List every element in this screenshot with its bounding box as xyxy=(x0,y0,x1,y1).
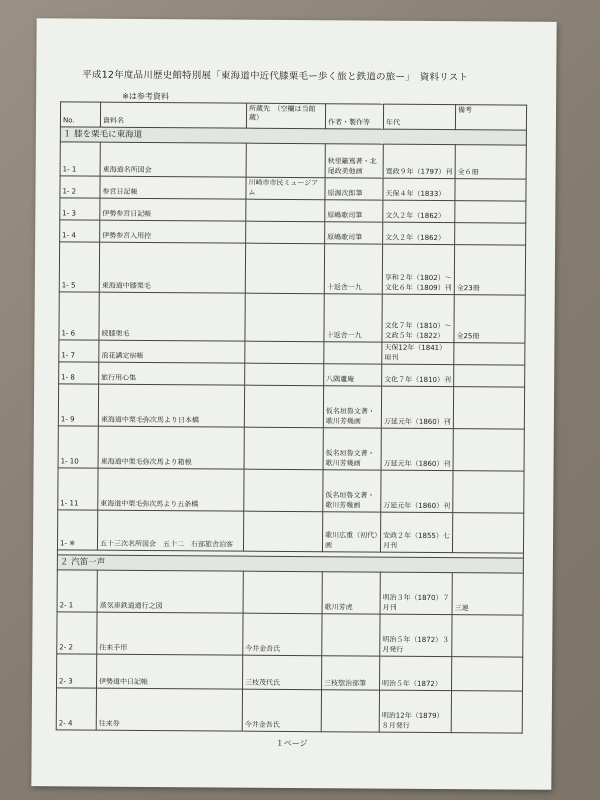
document-title: 平成12年度品川歴史館特別展「東海道中近代膝栗毛ー歩く旅と鉄道の旅ー」 資料リスト xyxy=(82,69,469,84)
table-header-row xyxy=(60,102,526,130)
cell-date: 享和２年（1802）〜文化６年（1809）刊 xyxy=(382,244,454,295)
cell-name: 東海道中栗毛弥次馬より五条橋 xyxy=(98,468,244,511)
header-owner: 所蔵先 （空欄は当館蔵） xyxy=(246,103,325,129)
cell-remarks xyxy=(454,343,525,365)
cell-date: 天保４年（1833） xyxy=(383,178,455,201)
cell-date: 文久２年（1862） xyxy=(383,200,455,223)
header-author: 作者・製作等 xyxy=(325,104,383,129)
cell-remarks xyxy=(455,179,526,201)
cell-remarks: 三連 xyxy=(452,573,523,615)
cell-name: 東海道中栗毛弥次馬より箱根 xyxy=(98,426,244,469)
cell-remarks xyxy=(451,691,522,733)
cell-remarks xyxy=(452,615,523,657)
cell-owner xyxy=(244,469,323,512)
table-row xyxy=(59,340,525,365)
section-title: ２ 汽笛一声 xyxy=(57,555,523,573)
cell-owner xyxy=(246,143,325,178)
cell-author: 秋里籬嶌著・北尾政美他画 xyxy=(325,144,383,178)
cell-date: 明治３年（1870）７月刊 xyxy=(380,572,452,615)
cell-owner xyxy=(245,243,324,294)
cell-name: 五十三次名所図会 五十二 石部旅舎泊客 xyxy=(97,510,243,551)
table-row xyxy=(57,510,523,553)
cell-no: 2- 1 xyxy=(57,570,97,612)
cell-name: 伊勢道中日記帳 xyxy=(97,654,243,689)
cell-no: 1- 7 xyxy=(59,340,99,362)
cell-author: 原嶋歌司筆 xyxy=(325,222,383,244)
cell-owner xyxy=(245,341,324,364)
table-row xyxy=(60,142,526,179)
cell-name: 旅行用心集 xyxy=(99,362,245,385)
cell-author: 八隅蘆庵 xyxy=(324,364,382,386)
table-row xyxy=(57,570,523,615)
cell-date: 明治12年（1879）８月発行 xyxy=(379,690,451,733)
cell-date: 明治５年（1872）３月発行 xyxy=(380,614,452,657)
section-title: １ 膝を栗毛に東海道 xyxy=(60,127,526,145)
table-row xyxy=(59,362,525,387)
cell-remarks: 全23冊 xyxy=(454,245,525,295)
cell-author: 十返舎一九 xyxy=(324,244,382,294)
cell-date: 文久２年（1862） xyxy=(383,222,455,245)
cell-no: 2- 3 xyxy=(57,654,97,688)
cell-author xyxy=(321,690,379,732)
table-row xyxy=(60,198,526,223)
cell-name: 東海道中栗毛弥次馬より日本橋 xyxy=(98,384,244,427)
table-row xyxy=(58,384,524,429)
cell-author: 原嶋歌司筆 xyxy=(325,200,383,222)
cell-date: 文化７年（1810）〜文政５年（1822） xyxy=(382,294,454,343)
header-remarks: 備考 xyxy=(455,105,526,130)
page-number: １ページ xyxy=(275,738,308,749)
cell-no: 1- 2 xyxy=(60,176,100,198)
cell-date: 万延元年（1860）刊 xyxy=(381,386,453,429)
cell-date: 天保12年（1841）頃刊 xyxy=(382,342,454,365)
table-row xyxy=(57,612,523,657)
cell-author: 原源次郎筆 xyxy=(325,178,383,200)
cell-owner xyxy=(246,221,325,244)
cell-no: 1- ※ xyxy=(57,510,97,550)
cell-remarks xyxy=(455,201,526,223)
cell-name: 東海道名所図会 xyxy=(100,142,246,177)
table-row xyxy=(59,242,525,295)
cell-name: 往来券 xyxy=(96,688,242,731)
cell-remarks xyxy=(453,429,524,471)
cell-remarks: 全６冊 xyxy=(455,145,526,179)
cell-no: 1- 10 xyxy=(58,426,98,468)
cell-author: 仮名垣魯文著・歌川芳幾画 xyxy=(323,428,381,470)
cell-owner xyxy=(243,571,322,614)
cell-name: 浪花講定宿帳 xyxy=(99,340,245,363)
cell-no: 1- 3 xyxy=(60,198,100,220)
material-list-table xyxy=(56,101,527,733)
cell-name: 伊勢参宮日記帳 xyxy=(100,198,246,221)
cell-owner xyxy=(245,293,324,342)
cell-owner: 三枝茂代氏 xyxy=(243,655,322,690)
cell-author: 十返舎一九 xyxy=(324,294,382,342)
cell-no: 1- 1 xyxy=(60,142,100,176)
cell-author: 仮名垣魯文著・歌川芳幾画 xyxy=(323,386,381,428)
cell-author: 仮名垣魯文著・歌川芳幾画 xyxy=(323,470,381,512)
cell-owner xyxy=(244,385,323,428)
cell-no: 1- 9 xyxy=(58,384,98,426)
cell-owner xyxy=(245,363,324,386)
cell-remarks xyxy=(454,365,525,387)
cell-name: 続膝栗毛 xyxy=(99,292,245,341)
cell-date: 万延元年（1860）刊 xyxy=(381,428,453,471)
cell-no: 1- 6 xyxy=(59,292,99,340)
cell-remarks xyxy=(455,223,526,245)
cell-date: 文化７年（1810）刊 xyxy=(382,364,454,387)
cell-owner xyxy=(243,511,322,552)
cell-no: 1- 11 xyxy=(58,468,98,510)
cell-no: 1- 8 xyxy=(59,362,99,384)
cell-author: 三枝惣治部筆 xyxy=(322,656,380,690)
cell-owner: 川崎市市民ミュージアム xyxy=(246,177,325,200)
cell-owner xyxy=(246,199,325,222)
cell-no: 1- 5 xyxy=(59,242,99,292)
header-name: 資料名 xyxy=(100,102,246,128)
cell-no: 2- 2 xyxy=(57,612,97,654)
cell-name: 東海道中膝栗毛 xyxy=(99,242,245,293)
cell-name: 蒸気車鉄道通行之図 xyxy=(97,570,243,613)
table-body xyxy=(56,127,526,733)
cell-author: 歌川広重（初代）画 xyxy=(322,512,380,552)
table-row xyxy=(58,426,524,471)
cell-author: 歌川芳虎 xyxy=(322,572,380,614)
cell-remarks: 全25冊 xyxy=(454,295,525,343)
header-no: No. xyxy=(60,102,100,127)
cell-owner xyxy=(244,427,323,470)
table-row xyxy=(60,220,526,245)
cell-author xyxy=(322,614,380,656)
header-date: 年代 xyxy=(383,104,455,130)
document-page xyxy=(31,18,556,790)
table-row xyxy=(58,468,524,513)
cell-owner: 今井金吾氏 xyxy=(243,613,322,656)
reference-note: ※は参考資料 xyxy=(122,91,169,102)
cell-no: 2- 4 xyxy=(56,688,96,730)
cell-author xyxy=(324,342,382,364)
cell-date: 万延元年（1860）刊 xyxy=(381,470,453,513)
cell-name: 参宮日記帳 xyxy=(100,176,246,199)
cell-no: 1- 4 xyxy=(60,220,100,242)
cell-remarks xyxy=(452,513,523,553)
cell-remarks xyxy=(453,387,524,429)
cell-name: 伊勢参宮入用控 xyxy=(100,220,246,243)
table-row xyxy=(59,292,525,343)
cell-remarks xyxy=(452,657,523,691)
cell-name: 往来手形 xyxy=(97,612,243,655)
cell-remarks xyxy=(453,471,524,513)
table-row xyxy=(56,688,522,733)
cell-owner: 今井金吾氏 xyxy=(242,689,321,732)
cell-date: 明治５年（1872） xyxy=(380,656,452,691)
table-row xyxy=(57,654,523,691)
cell-date: 安政２年（1855）七月刊 xyxy=(380,512,452,553)
cell-date: 寛政９年（1797）刊 xyxy=(383,144,455,179)
table-row xyxy=(60,176,526,201)
